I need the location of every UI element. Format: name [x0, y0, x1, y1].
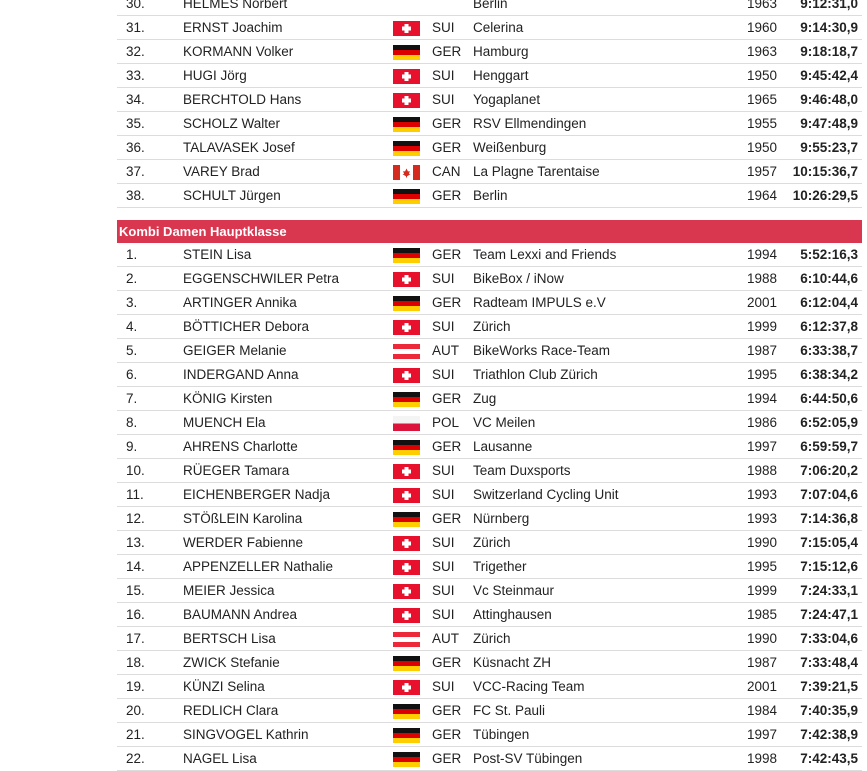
german-flag-icon: [393, 512, 420, 527]
rank-cell: 13.: [126, 535, 145, 550]
finish-time: 5:52:16,3: [800, 247, 858, 262]
german-flag-icon: [393, 440, 420, 455]
finish-time: 7:40:35,9: [800, 703, 858, 718]
birth-year: 1998: [746, 751, 777, 766]
table-row: [117, 387, 862, 411]
club-name: Switzerland Cycling Unit: [473, 487, 619, 502]
club-name: Team Duxsports: [473, 463, 571, 478]
rank-cell: 3.: [126, 295, 138, 310]
country-code: SUI: [432, 679, 455, 694]
table-row: [117, 315, 862, 339]
table-row: [117, 555, 862, 579]
country-code: SUI: [432, 68, 455, 83]
birth-year: 1993: [746, 511, 777, 526]
table-row: [117, 16, 862, 40]
club-name: Küsnacht ZH: [473, 655, 552, 670]
table-row: [117, 507, 862, 531]
section-spacer: [117, 208, 862, 220]
rank-cell: 19.: [126, 679, 145, 694]
athlete-name: ERNST Joachim: [183, 20, 283, 35]
german-flag-icon: [393, 392, 420, 407]
birth-year: 1994: [746, 247, 777, 262]
athlete-name: SCHOLZ Walter: [183, 116, 281, 131]
canadian-flag-icon: [393, 165, 420, 180]
athlete-name: BÖTTICHER Debora: [183, 319, 310, 334]
country-code: AUT: [432, 343, 459, 358]
rank-cell: 11.: [126, 487, 144, 502]
rank-cell: 15.: [126, 583, 145, 598]
athlete-name: KÖNIG Kirsten: [183, 391, 273, 406]
athlete-name: HELMES Norbert: [183, 0, 288, 11]
table-row: [117, 699, 862, 723]
german-flag-icon: [393, 296, 420, 311]
table-row: [117, 723, 862, 747]
country-code: POL: [432, 415, 460, 430]
finish-time: 6:12:37,8: [800, 319, 858, 334]
rank-cell: 18.: [126, 655, 145, 670]
swiss-flag-icon: [393, 93, 420, 108]
country-code: SUI: [432, 583, 455, 598]
athlete-name: MEIER Jessica: [183, 583, 275, 598]
finish-time: 7:07:04,6: [800, 487, 858, 502]
club-name: Hamburg: [473, 44, 529, 59]
german-flag-icon: [393, 728, 420, 743]
rank-cell: 12.: [126, 511, 145, 526]
german-flag-icon: [393, 656, 420, 671]
table-row: [117, 339, 862, 363]
austrian-flag-icon: [393, 632, 420, 647]
club-name: Zürich: [473, 631, 511, 646]
table-row: [117, 136, 862, 160]
rank-cell: 36.: [126, 140, 145, 155]
swiss-flag-icon: [393, 488, 420, 503]
table-row: [117, 627, 862, 651]
rank-cell: 30.: [126, 0, 145, 11]
club-name: Celerina: [473, 20, 524, 35]
country-code: GER: [432, 511, 462, 526]
club-name: Zürich: [473, 319, 511, 334]
birth-year: 1990: [746, 535, 777, 550]
country-code: GER: [432, 295, 462, 310]
country-code: SUI: [432, 535, 455, 550]
finish-time: 10:26:29,5: [792, 188, 858, 203]
club-name: VC Meilen: [473, 415, 536, 430]
table-row: [117, 435, 862, 459]
athlete-name: STEIN Lisa: [183, 247, 252, 262]
swiss-flag-icon: [393, 560, 420, 575]
country-code: SUI: [432, 607, 455, 622]
swiss-flag-icon: [393, 680, 420, 695]
results-table: [117, 0, 862, 771]
rank-cell: 16.: [126, 607, 145, 622]
rank-cell: 7.: [126, 391, 138, 406]
athlete-name: SINGVOGEL Kathrin: [183, 727, 309, 742]
country-code: GER: [432, 655, 462, 670]
athlete-name: MUENCH Ela: [183, 415, 266, 430]
polish-flag-icon: [393, 416, 420, 431]
rank-cell: 32.: [126, 44, 145, 59]
country-code: SUI: [432, 559, 455, 574]
table-row: [117, 0, 862, 16]
club-name: Tübingen: [473, 727, 530, 742]
country-code: GER: [432, 751, 462, 766]
athlete-name: ZWICK Stefanie: [183, 655, 280, 670]
athlete-name: REDLICH Clara: [183, 703, 279, 718]
birth-year: 1997: [746, 439, 777, 454]
rank-cell: 9.: [126, 439, 138, 454]
rank-cell: 17.: [126, 631, 145, 646]
finish-time: 6:52:05,9: [800, 415, 858, 430]
athlete-name: BAUMANN Andrea: [183, 607, 298, 622]
country-code: SUI: [432, 367, 455, 382]
country-code: AUT: [432, 631, 459, 646]
athlete-name: VAREY Brad: [183, 164, 260, 179]
table-row: [117, 603, 862, 627]
birth-year: 1999: [746, 319, 777, 334]
country-code: SUI: [432, 20, 455, 35]
table-row: [117, 112, 862, 136]
rank-cell: 22.: [126, 751, 145, 766]
table-row: [117, 64, 862, 88]
birth-year: 1988: [746, 271, 777, 286]
finish-time: 7:33:04,6: [800, 631, 858, 646]
athlete-name: WERDER Fabienne: [183, 535, 304, 550]
table-row: [117, 747, 862, 771]
finish-time: 9:47:48,9: [800, 116, 858, 131]
rank-cell: 34.: [126, 92, 145, 107]
table-row: [117, 243, 862, 267]
club-name: BikeBox / iNow: [473, 271, 564, 286]
finish-time: 6:12:04,4: [800, 295, 858, 310]
rank-cell: 38.: [126, 188, 145, 203]
finish-time: 9:46:48,0: [800, 92, 858, 107]
birth-year: 1995: [746, 559, 777, 574]
club-name: Berlin: [473, 188, 508, 203]
birth-year: 1994: [746, 391, 777, 406]
swiss-flag-icon: [393, 608, 420, 623]
club-name: Nürnberg: [473, 511, 530, 526]
rank-cell: 1.: [126, 247, 138, 262]
austrian-flag-icon: [393, 344, 420, 359]
athlete-name: EGGENSCHWILER Petra: [183, 271, 340, 286]
birth-year: 1995: [746, 367, 777, 382]
table-row: [117, 411, 862, 435]
finish-time: 6:10:44,6: [800, 271, 858, 286]
german-flag-icon: [393, 117, 420, 132]
athlete-name: KÜNZI Selina: [183, 679, 265, 694]
athlete-name: BERCHTOLD Hans: [183, 92, 302, 107]
athlete-name: GEIGER Melanie: [183, 343, 287, 358]
athlete-name: ARTINGER Annika: [183, 295, 297, 310]
table-row: [117, 184, 862, 208]
swiss-flag-icon: [393, 536, 420, 551]
athlete-name: RÜEGER Tamara: [183, 463, 290, 478]
birth-year: 1985: [746, 607, 777, 622]
birth-year: 1988: [746, 463, 777, 478]
club-name: FC St. Pauli: [473, 703, 546, 718]
finish-time: 6:59:59,7: [800, 439, 858, 454]
table-row: [117, 160, 862, 184]
country-code: SUI: [432, 92, 455, 107]
birth-year: 1964: [746, 188, 777, 203]
birth-year: 1997: [746, 727, 777, 742]
country-code: SUI: [432, 487, 455, 502]
athlete-name: HUGI Jörg: [183, 68, 247, 83]
finish-time: 7:15:05,4: [800, 535, 858, 550]
birth-year: 1986: [746, 415, 777, 430]
rank-cell: 31.: [126, 20, 145, 35]
swiss-flag-icon: [393, 69, 420, 84]
club-name: Team Lexxi and Friends: [473, 247, 617, 262]
rank-cell: 14.: [126, 559, 145, 574]
country-code: SUI: [432, 271, 455, 286]
club-name: Yogaplanet: [473, 92, 541, 107]
finish-time: 9:14:30,9: [800, 20, 858, 35]
finish-time: 10:15:36,7: [792, 164, 858, 179]
table-row: [117, 579, 862, 603]
rank-cell: 6.: [126, 367, 138, 382]
athlete-name: BERTSCH Lisa: [183, 631, 276, 646]
country-code: GER: [432, 247, 462, 262]
country-code: GER: [432, 188, 462, 203]
german-flag-icon: [393, 45, 420, 60]
finish-time: 6:33:38,7: [800, 343, 858, 358]
finish-time: 7:42:38,9: [800, 727, 858, 742]
country-code: SUI: [432, 463, 455, 478]
finish-time: 6:38:34,2: [800, 367, 858, 382]
birth-year: 1950: [746, 68, 777, 83]
table-row: [117, 459, 862, 483]
birth-year: 1963: [746, 44, 777, 59]
birth-year: 1955: [746, 116, 777, 131]
swiss-flag-icon: [393, 584, 420, 599]
club-name: Post-SV Tübingen: [473, 751, 583, 766]
country-code: CAN: [432, 164, 461, 179]
table-row: [117, 291, 862, 315]
rank-cell: 37.: [126, 164, 145, 179]
birth-year: 1984: [746, 703, 777, 718]
birth-year: 2001: [746, 295, 777, 310]
finish-time: 7:33:48,4: [800, 655, 858, 670]
athlete-name: STÖßLEIN Karolina: [183, 511, 303, 526]
table-row: [117, 675, 862, 699]
birth-year: 1957: [746, 164, 777, 179]
table-row: [117, 651, 862, 675]
athlete-name: AHRENS Charlotte: [183, 439, 298, 454]
club-name: RSV Ellmendingen: [473, 116, 587, 131]
country-code: GER: [432, 727, 462, 742]
club-name: Triathlon Club Zürich: [473, 367, 598, 382]
finish-time: 7:24:47,1: [800, 607, 858, 622]
athlete-name: EICHENBERGER Nadja: [183, 487, 331, 502]
athlete-name: TALAVASEK Josef: [183, 140, 295, 155]
country-code: GER: [432, 44, 462, 59]
rank-cell: 33.: [126, 68, 145, 83]
rank-cell: 20.: [126, 703, 145, 718]
rank-cell: 21.: [126, 727, 145, 742]
finish-time: 9:18:18,7: [800, 44, 858, 59]
table-row: [117, 88, 862, 112]
finish-time: 7:15:12,6: [800, 559, 858, 574]
country-code: SUI: [432, 319, 455, 334]
country-code: GER: [432, 140, 462, 155]
club-name: Trigether: [473, 559, 527, 574]
club-name: La Plagne Tarentaise: [473, 164, 600, 179]
athlete-name: SCHULT Jürgen: [183, 188, 281, 203]
rank-cell: 4.: [126, 319, 138, 334]
club-name: Zürich: [473, 535, 511, 550]
swiss-flag-icon: [393, 320, 420, 335]
club-name: VCC-Racing Team: [473, 679, 585, 694]
german-flag-icon: [393, 752, 420, 767]
finish-time: 7:14:36,8: [800, 511, 858, 526]
athlete-name: APPENZELLER Nathalie: [183, 559, 334, 574]
rank-cell: 10.: [126, 463, 145, 478]
birth-year: 1987: [746, 343, 777, 358]
athlete-name: INDERGAND Anna: [183, 367, 299, 382]
finish-time: 6:44:50,6: [800, 391, 858, 406]
birth-year: 1960: [746, 20, 777, 35]
table-row: [117, 483, 862, 507]
table-row: [117, 267, 862, 291]
club-name: Henggart: [473, 68, 529, 83]
rank-cell: 8.: [126, 415, 138, 430]
german-flag-icon: [393, 704, 420, 719]
birth-year: 1987: [746, 655, 777, 670]
swiss-flag-icon: [393, 464, 420, 479]
club-name: Lausanne: [473, 439, 533, 454]
german-flag-icon: [393, 189, 420, 204]
category-header: Kombi Damen Hauptklasse: [117, 220, 862, 243]
rank-cell: 5.: [126, 343, 138, 358]
birth-year: 1950: [746, 140, 777, 155]
birth-year: 1990: [746, 631, 777, 646]
table-row: [117, 531, 862, 555]
club-name: Vc Steinmaur: [473, 583, 555, 598]
birth-year: 2001: [746, 679, 777, 694]
birth-year: 1999: [746, 583, 777, 598]
club-name: Weißenburg: [473, 140, 547, 155]
club-name: BikeWorks Race-Team: [473, 343, 611, 358]
athlete-name: KORMANN Volker: [183, 44, 294, 59]
german-flag-icon: [393, 141, 420, 156]
birth-year: 1963: [746, 0, 777, 11]
club-name: Berlin: [473, 0, 508, 11]
finish-time: 9:55:23,7: [800, 140, 858, 155]
swiss-flag-icon: [393, 272, 420, 287]
swiss-flag-icon: [393, 368, 420, 383]
birth-year: 1965: [746, 92, 777, 107]
club-name: Attinghausen: [473, 607, 552, 622]
finish-time: 7:42:43,5: [800, 751, 858, 766]
table-row: [117, 40, 862, 64]
country-code: GER: [432, 703, 462, 718]
club-name: Radteam IMPULS e.V: [473, 295, 606, 310]
finish-time: 7:06:20,2: [800, 463, 858, 478]
country-code: GER: [432, 116, 462, 131]
finish-time: 9:45:42,4: [800, 68, 858, 83]
finish-time: 9:12:31,0: [800, 0, 858, 11]
finish-time: 7:24:33,1: [800, 583, 858, 598]
table-row: [117, 363, 862, 387]
country-code: GER: [432, 439, 462, 454]
athlete-name: NAGEL Lisa: [183, 751, 257, 766]
rank-cell: 2.: [126, 271, 138, 286]
swiss-flag-icon: [393, 21, 420, 36]
rank-cell: 35.: [126, 116, 145, 131]
finish-time: 7:39:21,5: [800, 679, 858, 694]
club-name: Zug: [473, 391, 497, 406]
german-flag-icon: [393, 248, 420, 263]
country-code: GER: [432, 391, 462, 406]
birth-year: 1993: [746, 487, 777, 502]
